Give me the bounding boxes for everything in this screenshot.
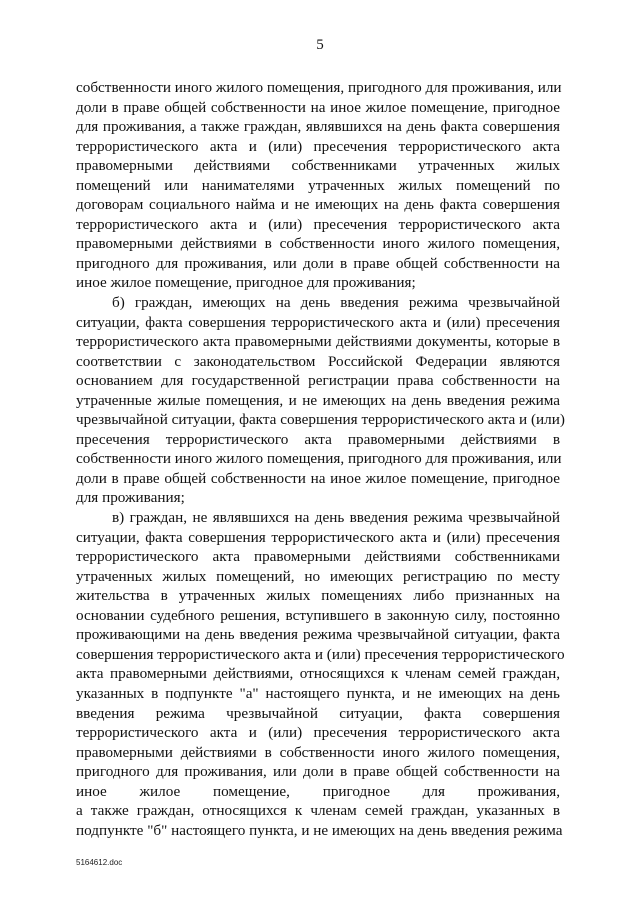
- text-line: жительства в утраченных жилых помещениях либо признанных на: [76, 587, 560, 605]
- text-line: иное жилое помещение, пригодное для проживания,: [76, 782, 560, 800]
- document-body: [76, 78, 565, 840]
- text-line: подпункте "б" настоящего пункта, и не имеющих на день введения режима: [76, 821, 563, 839]
- paragraph-item-b: [76, 293, 565, 508]
- text-line: террористического акта правомерными действиями собственниками: [76, 548, 560, 566]
- text-line: террористического акта и (или) пресечения террористического акта: [76, 137, 560, 155]
- text-line: террористического акта и (или) пресечения террористического акта: [76, 724, 560, 742]
- text-line: собственности иного жилого помещения, пригодного для проживания, или: [76, 79, 562, 96]
- text-line: договорам социального найма и не имеющих на день факта совершения: [76, 196, 560, 214]
- text-line: утраченные жилые помещения, и не имеющих на день введения режима: [76, 391, 560, 409]
- text-line: иное жилое помещение, пригодное для проживания;: [76, 274, 416, 292]
- text-line: в) граждан, не являвшихся на день введения режима чрезвычайной: [112, 509, 560, 527]
- text-line: помещений или нанимателями утраченных жилых помещений по: [76, 176, 560, 194]
- text-line: пригодного для проживания, или доли в праве общей собственности на: [76, 254, 560, 272]
- text-line: ситуации, факта совершения террористического акта и (или) пресечения: [76, 313, 560, 331]
- text-line: правомерными действиями в собственности иного жилого помещения,: [76, 235, 560, 253]
- paragraph-item-v: [76, 508, 565, 840]
- text-line: введения режима чрезвычайной ситуации, факта совершения: [76, 704, 560, 722]
- page-number: 5: [316, 37, 324, 53]
- text-line: для проживания, а также граждан, являвшихся на день факта совершения: [76, 118, 560, 136]
- text-line: доли в праве общей собственности на иное жилое помещение, пригодное: [76, 469, 560, 487]
- text-line: для проживания;: [76, 489, 185, 507]
- text-line: пригодного для проживания, или доли в праве общей собственности на: [76, 763, 560, 781]
- text-line: террористического акта правомерными действиями документы, которые в: [76, 333, 560, 351]
- text-line: правомерными действиями в собственности иного жилого помещения,: [76, 743, 560, 761]
- text-line: указанных в подпункте "а" настоящего пункта, и не имеющих на день: [76, 684, 560, 702]
- text-line: чрезвычайной ситуации, факта совершения террористического акта и (или): [76, 411, 565, 429]
- text-line: акта правомерными действиями, относящихся к членам семей граждан,: [76, 665, 560, 683]
- text-line: б) граждан, имеющих на день введения режима чрезвычайной: [112, 294, 560, 312]
- text-line: соответствии с законодательством Российской Федерации являются: [76, 352, 560, 370]
- text-line: собственности иного жилого помещения, пригодного для проживания, или: [76, 450, 562, 468]
- text-line: совершения террористического акта и (или) пресечения террористического: [76, 645, 565, 663]
- text-line: доли в праве общей собственности на иное жилое помещение, пригодное: [76, 98, 560, 116]
- text-line: пресечения террористического акта правомерными действиями в: [76, 430, 560, 448]
- text-line: основании судебного решения, вступившего в законную силу, постоянно: [76, 606, 560, 624]
- document-file-code: 5164612.doc: [76, 858, 123, 867]
- text-line: проживающими на день введения режима чрезвычайной ситуации, факта: [76, 626, 560, 644]
- text-line: основанием для государственной регистрации права собственности на: [76, 372, 560, 390]
- text-line: утраченных жилых помещений, но имеющих регистрацию по месту: [76, 567, 560, 585]
- text-line: террористического акта и (или) пресечения террористического акта: [76, 215, 560, 233]
- text-line: а также граждан, относящихся к членам семей граждан, указанных в: [76, 802, 560, 820]
- text-line: ситуации, факта совершения террористического акта и (или) пресечения: [76, 528, 560, 546]
- text-line: правомерными действиями собственниками утраченных жилых: [76, 157, 560, 175]
- paragraph-continuation: [76, 78, 560, 293]
